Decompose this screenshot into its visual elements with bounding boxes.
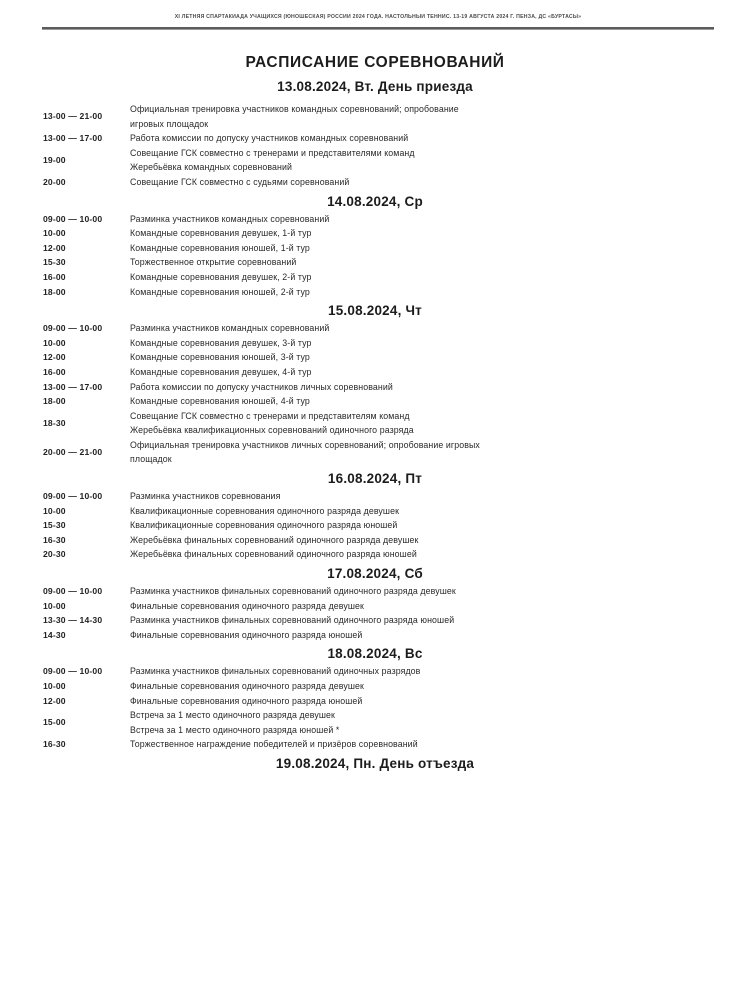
schedule-row-time: 16-00 <box>43 271 66 282</box>
day-rows <box>0 102 750 190</box>
schedule-row-time: 13-00 — 17-00 <box>43 133 103 144</box>
day-rows <box>0 212 750 300</box>
schedule-row-description <box>130 489 750 504</box>
schedule-row-description-line1: Разминка участников финальных соревнований одиночного разряда девушек <box>130 586 456 597</box>
schedule-row-description-line1: Официальная тренировка участников командных соревнований; опробование <box>130 104 459 114</box>
day-rows <box>0 584 750 642</box>
schedule-row <box>0 694 750 709</box>
schedule-row <box>0 489 750 504</box>
schedule-row <box>0 584 750 599</box>
schedule-row <box>0 241 750 256</box>
schedule-row <box>0 175 750 190</box>
schedule-row-description-line1: Командные соревнования девушек, 1-й тур <box>130 228 312 239</box>
schedule-row-description-line1: Совещание ГСК совместно с тренерами и представителями команд <box>130 147 415 158</box>
schedule-row-time: 12-00 <box>43 695 66 706</box>
schedule-row <box>0 613 750 628</box>
schedule-row <box>0 409 750 438</box>
day-rows <box>0 489 750 562</box>
schedule-row-description-line1: Совещание ГСК совместно с тренерами и представителям команд <box>130 410 410 421</box>
schedule-row-description <box>130 708 750 737</box>
schedule-row <box>0 102 750 131</box>
schedule-row-time: 16-30 <box>43 534 66 545</box>
schedule-row-description-line1: Торжественное открытие соревнований <box>130 257 297 268</box>
schedule-row-time: 18-00 <box>43 286 66 297</box>
schedule-row-description-line2: площадок <box>130 454 172 465</box>
schedule-row-time: 13-30 — 14-30 <box>43 615 103 626</box>
schedule-row-description <box>130 679 750 694</box>
schedule-row <box>0 737 750 752</box>
day-heading-arrival: 13.08.2024, Вт. День приезда <box>277 79 473 94</box>
schedule-row-time: 09-00 — 10-00 <box>43 586 103 597</box>
schedule-row-description <box>130 613 750 628</box>
schedule-row <box>0 628 750 643</box>
day-rows <box>0 321 750 467</box>
day-heading: 18.08.2024, Вс <box>327 646 423 662</box>
schedule-row <box>0 336 750 351</box>
page-title: РАСПИСАНИЕ СОРЕВНОВАНИЙ <box>245 54 505 71</box>
schedule-row <box>0 518 750 533</box>
schedule-row-description-line1: Работа комиссии по допуску участников командных соревнований <box>130 133 409 144</box>
schedule-row <box>0 131 750 146</box>
schedule-row-description <box>130 131 750 146</box>
schedule-row-time: 19-00 <box>43 154 66 165</box>
schedule-row-description <box>130 336 750 351</box>
schedule-row-time: 10-00 <box>43 228 66 239</box>
schedule-row <box>0 504 750 519</box>
schedule-row-description <box>130 438 750 467</box>
schedule-row-time: 16-30 <box>43 739 66 750</box>
schedule-row <box>0 547 750 562</box>
running-header: XI ЛЕТНЯЯ СПАРТАКИАДА УЧАЩИХСЯ (ЮНОШЕСКАЯ) РОССИИ 2024 ГОДА. НАСТОЛЬНЫЙ ТЕННИС. 13-19 АВГУСТА 2024 Г. ПЕНЗА, ДС «БУРТАСЫ» <box>174 14 582 20</box>
schedule-row <box>0 226 750 241</box>
schedule-row-description-line1: Финальные соревнования одиночного разряда юношей <box>130 629 363 640</box>
schedule-row <box>0 255 750 270</box>
schedule-row-description <box>130 350 750 365</box>
schedule-row-description <box>130 518 750 533</box>
schedule-row-description-line2: Жеребьёвка квалификационных соревнований одиночного разряда <box>130 425 414 436</box>
schedule-row <box>0 599 750 614</box>
schedule-row-time: 10-00 <box>43 337 66 348</box>
schedule-row-description <box>130 394 750 409</box>
schedule-row-description <box>130 504 750 519</box>
schedule-row <box>0 380 750 395</box>
schedule-row-description-line1: Финальные соревнования одиночного разряда девушек <box>130 600 364 611</box>
schedule-row-description-line1: Официальная тренировка участников личных соревнований; опробование игровых <box>130 439 480 450</box>
schedule-row-time: 14-30 <box>43 629 66 640</box>
schedule-row-description <box>130 255 750 270</box>
schedule-row-description <box>130 146 750 175</box>
day-heading: 15.08.2024, Чт <box>328 303 422 319</box>
schedule-row-description-line1: Финальные соревнования одиночного разряда девушек <box>130 681 364 691</box>
schedule-row-description-line1: Встреча за 1 место одиночного разряда девушек <box>130 710 335 721</box>
schedule-row-description-line2: Встреча за 1 место одиночного разряда юношей * <box>130 724 340 735</box>
day-heading: 14.08.2024, Ср <box>327 193 423 209</box>
schedule-row <box>0 664 750 679</box>
schedule-row-description-line1: Квалификационные соревнования одиночного разряда юношей <box>130 520 398 531</box>
schedule-row-time: 09-00 — 10-00 <box>43 213 103 224</box>
schedule-row-time: 16-00 <box>43 366 66 377</box>
schedule-row-description-line1: Командные соревнования юношей, 1-й тур <box>130 242 310 253</box>
schedule-row-description <box>130 365 750 380</box>
schedule-row-description <box>130 226 750 241</box>
day-heading: 17.08.2024, Сб <box>327 566 423 582</box>
schedule-row-description <box>130 270 750 285</box>
schedule-row-description <box>130 102 750 131</box>
schedule-row-description-line2: игровых площадок <box>130 118 209 129</box>
schedule-row-description-line1: Разминка участников командных соревнований <box>130 213 330 224</box>
schedule-row-time: 09-00 — 10-00 <box>43 666 103 677</box>
schedule-row-description <box>130 285 750 300</box>
schedule-row-description-line1: Разминка участников финальных соревнований одиночных разрядов <box>130 666 421 677</box>
schedule-row-time: 20-00 <box>43 176 66 187</box>
schedule-row-description-line1: Финальные соревнования одиночного разряда юношей <box>130 695 363 706</box>
schedule-row-description-line1: Командные соревнования девушек, 3-й тур <box>130 337 312 348</box>
schedule-row-description <box>130 599 750 614</box>
schedule-row-description <box>130 241 750 256</box>
day-heading: 16.08.2024, Пт <box>327 471 423 487</box>
schedule-row-time: 15-00 <box>43 717 66 728</box>
header-divider-rule <box>42 27 714 29</box>
day-heading-departure: 19.08.2024, Пн. День отъезда <box>275 755 475 771</box>
schedule-container <box>0 102 750 771</box>
schedule-row <box>0 394 750 409</box>
schedule-row-description-line1: Работа комиссии по допуску участников личных соревнований <box>130 381 393 392</box>
schedule-row-description <box>130 547 750 562</box>
schedule-row <box>0 146 750 175</box>
schedule-row-description-line1: Квалификационные соревнования одиночного разряда девушек <box>130 505 400 516</box>
schedule-row-time: 12-00 <box>43 242 66 253</box>
schedule-row-time: 20-30 <box>43 549 66 560</box>
schedule-row-time: 12-00 <box>43 352 66 363</box>
schedule-row <box>0 438 750 467</box>
schedule-row-description <box>130 380 750 395</box>
schedule-row-description-line1: Командные соревнования девушек, 2-й тур <box>130 271 312 282</box>
schedule-row-time: 13-00 — 17-00 <box>43 381 103 392</box>
schedule-row <box>0 708 750 737</box>
schedule-row-description <box>130 694 750 709</box>
schedule-row-description-line1: Командные соревнования юношей, 2-й тур <box>130 286 310 297</box>
schedule-row-time: 10-00 <box>43 600 66 611</box>
schedule-row-description-line2: Жеребьёвка командных соревнований <box>130 162 293 173</box>
schedule-row-time: 09-00 — 10-00 <box>43 491 103 502</box>
schedule-row-description <box>130 584 750 599</box>
schedule-row-description-line1: Командные соревнования юношей, 3-й тур <box>130 352 310 363</box>
schedule-row-description <box>130 175 750 190</box>
schedule-row-description <box>130 533 750 548</box>
schedule-row <box>0 212 750 227</box>
schedule-row-time: 15-30 <box>43 520 66 531</box>
schedule-row-description-line1: Торжественное награждение победителей и призёров соревнований <box>130 739 418 750</box>
schedule-row-description <box>130 628 750 643</box>
schedule-row-description-line1: Совещание ГСК совместно с судьями соревнований <box>130 176 350 187</box>
schedule-row-description <box>130 664 750 679</box>
schedule-row-description <box>130 409 750 438</box>
schedule-row-description-line1: Разминка участников соревнования <box>130 491 281 502</box>
schedule-row-time: 15-30 <box>43 257 66 268</box>
schedule-row <box>0 533 750 548</box>
schedule-row-time: 10-00 <box>43 505 66 516</box>
schedule-row-description-line1: Разминка участников финальных соревнований одиночного разряда юношей <box>130 615 455 626</box>
schedule-row <box>0 350 750 365</box>
schedule-row <box>0 285 750 300</box>
schedule-row-description-line1: Жеребьёвка финальных соревнований одиночного разряда юношей <box>130 549 417 560</box>
schedule-row-time: 18-30 <box>43 417 66 428</box>
schedule-row-time: 09-00 — 10-00 <box>43 323 103 334</box>
schedule-row-description-line1: Разминка участников командных соревнований <box>130 323 330 334</box>
schedule-row-time: 10-00 <box>43 681 66 691</box>
schedule-row-description <box>130 212 750 227</box>
schedule-row-description-line1: Жеребьёвка финальных соревнований одиночного разряда девушек <box>130 534 419 545</box>
schedule-row-description <box>130 737 750 752</box>
schedule-row <box>0 321 750 336</box>
schedule-row <box>0 270 750 285</box>
schedule-row-time: 18-00 <box>43 396 66 407</box>
schedule-row-description-line1: Командные соревнования юношей, 4-й тур <box>130 396 310 407</box>
schedule-row-time: 13-00 — 21-00 <box>43 111 103 121</box>
schedule-row <box>0 365 750 380</box>
schedule-row <box>0 679 750 694</box>
day-rows <box>0 664 750 752</box>
schedule-row-description <box>130 321 750 336</box>
schedule-row-time: 20-00 — 21-00 <box>43 446 103 457</box>
schedule-row-description-line1: Командные соревнования девушек, 4-й тур <box>130 366 312 377</box>
